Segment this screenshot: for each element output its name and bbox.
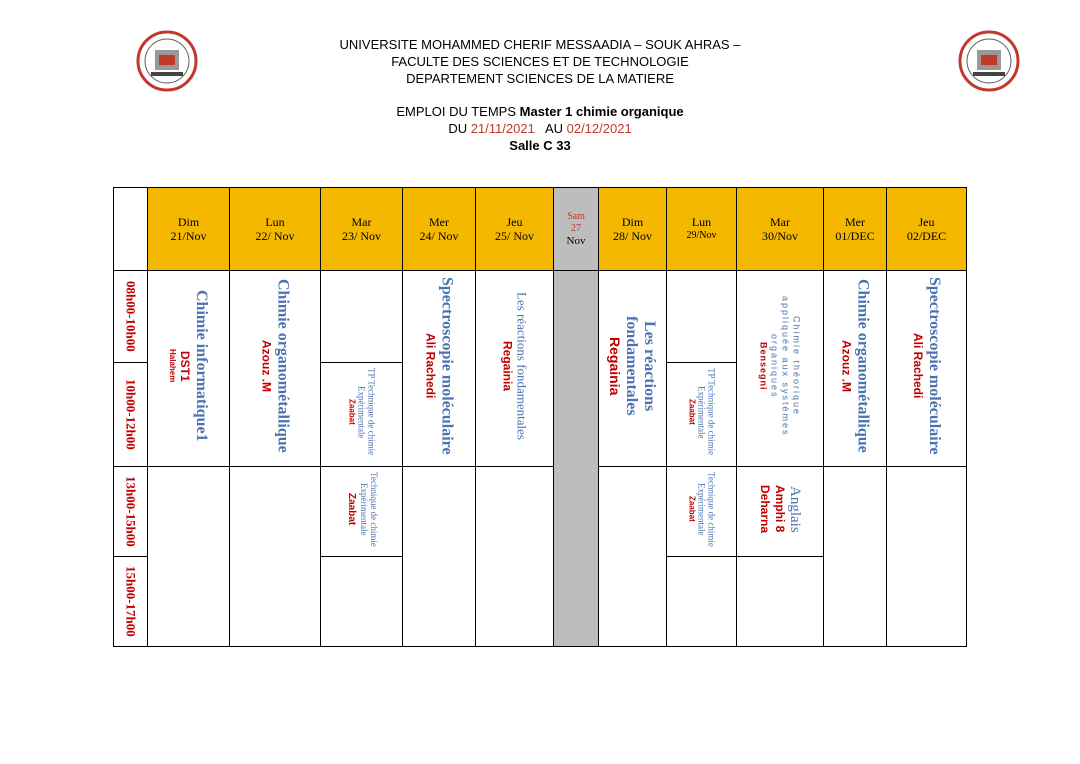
day-header: Mer 01/DEC <box>824 188 887 271</box>
teacher-name: Bensegni <box>758 341 769 391</box>
date-from: 21/11/2021 <box>470 121 535 136</box>
course-name: TP Technique de chimie Expérimentale <box>356 368 377 456</box>
time-slot-cell <box>114 467 148 557</box>
empty-cell <box>321 271 403 363</box>
corner-cell <box>114 188 148 271</box>
course-name: TP Technique de chimie Expérimentale <box>696 368 717 456</box>
time-slot-label: 13h00-15h00 <box>123 476 139 547</box>
day-header: Mer 24/ Nov <box>403 188 476 271</box>
session-cell <box>148 271 230 467</box>
session-cell <box>824 271 887 467</box>
course-name: Chimie organométallique <box>274 279 292 453</box>
saturday-column <box>554 271 599 647</box>
empty-cell <box>824 467 887 647</box>
teacher-name: Ali Rachedi <box>911 333 925 399</box>
schedule-program: Master 1 chimie organique <box>519 104 684 119</box>
du-label: DU <box>448 121 471 136</box>
teacher-name: Zaabat <box>346 492 357 526</box>
day-header: Dim 21/Nov <box>148 188 230 271</box>
session-cell <box>737 467 824 557</box>
schedule-prefix: EMPLOI DU TEMPS <box>396 104 520 119</box>
teacher-name: Azouz .M <box>259 339 274 392</box>
empty-cell <box>887 467 967 647</box>
session-cell <box>737 271 824 467</box>
schedule-dates <box>0 121 1080 137</box>
day-header: Jeu 02/DEC <box>887 188 967 271</box>
teacher-name: Ali Rachedi <box>423 333 438 399</box>
department-name: DEPARTEMENT SCIENCES DE LA MATIERE <box>406 71 674 86</box>
session-cell <box>321 363 403 467</box>
time-slot-label: 10h00-12h00 <box>123 379 139 450</box>
room-name: Amphi 8 <box>773 485 787 533</box>
day-header: Lun 22/ Nov <box>230 188 321 271</box>
empty-cell <box>321 557 403 647</box>
empty-cell <box>476 467 554 647</box>
empty-cell <box>667 271 737 363</box>
teacher-name: Zaabat <box>687 496 697 522</box>
course-name: Les réactions fondamentales <box>514 292 530 440</box>
empty-cell <box>737 557 824 647</box>
teacher-name: Azouz .M <box>839 339 854 392</box>
session-cell <box>667 363 737 467</box>
empty-cell <box>403 467 476 647</box>
day-header: Mar 23/ Nov <box>321 188 403 271</box>
day-header: Mar 30/Nov <box>737 188 824 271</box>
university-name: UNIVERSITE MOHAMMED CHERIF MESSAADIA – SOUK AHRAS – <box>339 37 741 52</box>
empty-cell <box>230 467 321 647</box>
course-name: Chimie organométallique <box>854 279 872 453</box>
course-name: Chimie théorique appliquée aux systèmes organiques <box>769 295 802 437</box>
session-cell <box>887 271 967 467</box>
teacher-name: Zaabat <box>687 399 697 425</box>
teacher-name: Regainia <box>500 340 515 391</box>
time-slot-cell <box>114 363 148 467</box>
empty-cell <box>599 467 667 647</box>
empty-cell <box>148 467 230 647</box>
au-label: AU <box>544 121 567 136</box>
timetable <box>113 187 967 647</box>
time-slot-cell <box>114 557 148 647</box>
course-name: Spectroscopie moléculaire <box>438 277 456 455</box>
teacher-name: Regainia <box>607 336 623 396</box>
empty-cell <box>667 557 737 647</box>
teacher-name: Deharna <box>758 484 772 534</box>
course-name: Spectroscopie moléculaire <box>926 277 943 455</box>
exam-label: DST1 <box>178 350 192 382</box>
session-cell <box>667 467 737 557</box>
room-label: Salle C 33 <box>509 138 571 153</box>
teacher-name: Halahem <box>168 349 177 383</box>
course-name: Les réactions fondamentales <box>623 316 658 416</box>
course-name: Anglais <box>787 485 803 533</box>
course-name: Technique de chimie Expérimentale <box>359 471 379 547</box>
day-header: Jeu 25/ Nov <box>476 188 554 271</box>
session-cell <box>230 271 321 467</box>
course-name: Technique de chimie Expérimentale <box>696 471 717 547</box>
session-cell <box>599 271 667 467</box>
day-header-saturday: Sam 27 Nov <box>554 188 599 271</box>
session-cell <box>403 271 476 467</box>
day-header: Dim 28/ Nov <box>599 188 667 271</box>
faculty-name: FACULTE DES SCIENCES ET DE TECHNOLOGIE <box>391 54 689 69</box>
time-slot-cell <box>114 271 148 363</box>
session-cell <box>476 271 554 467</box>
session-cell <box>321 467 403 557</box>
schedule-title <box>0 104 1080 120</box>
day-header: Lun 29/Nov <box>667 188 737 271</box>
date-to: 02/12/2021 <box>566 121 632 136</box>
time-slot-label: 08h00-10h00 <box>123 281 139 352</box>
course-name: Chimie informatique1 <box>193 290 210 442</box>
time-slot-label: 15h00-17h00 <box>123 566 139 637</box>
teacher-name: Zaabat <box>347 399 357 425</box>
